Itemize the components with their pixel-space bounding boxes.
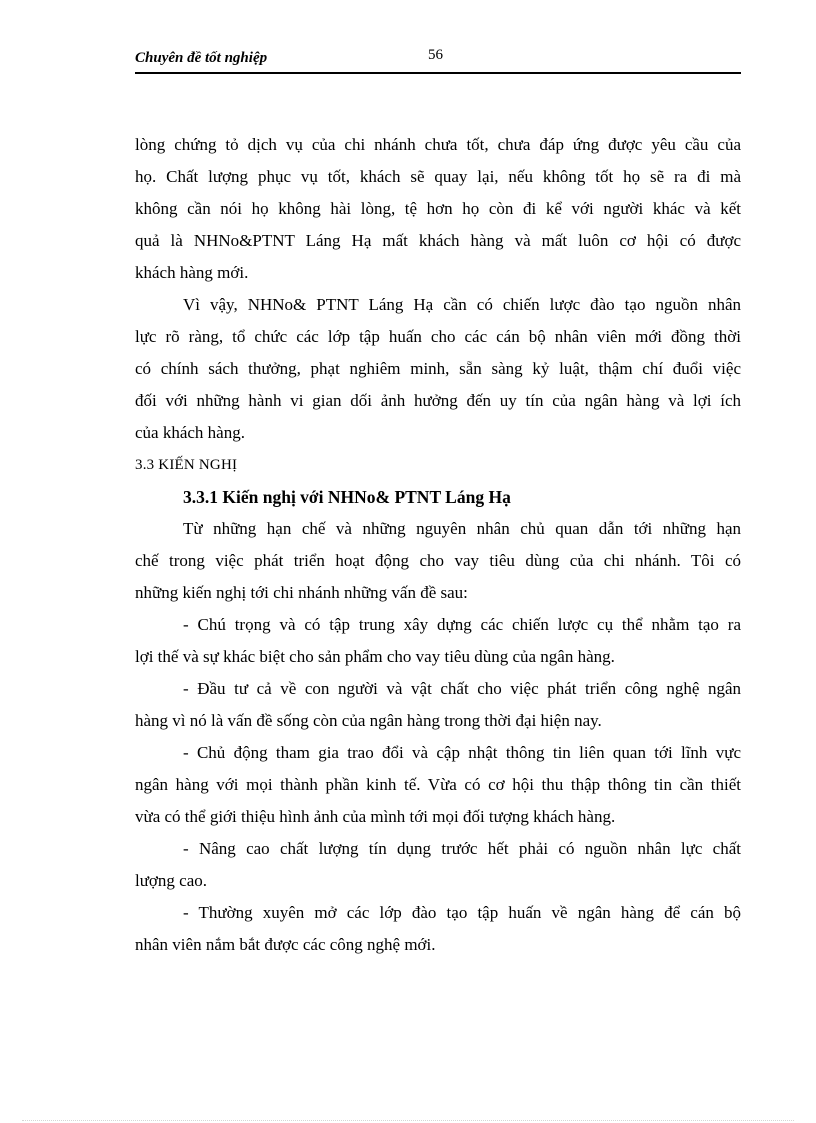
- text-line: - Thường xuyên mở các lớp đào tạo tập huấn về ngân hàng để cán bộ: [183, 903, 741, 922]
- text-line: họ. Chất lượng phục vụ tốt, khách sẽ quay lại, nếu không tốt họ sẽ ra đi mà: [135, 167, 741, 186]
- text-line: không cần nói họ không hài lòng, tệ hơn họ còn đi kể với người khác và kết: [135, 199, 741, 218]
- text-line: lực rõ ràng, tổ chức các lớp tập huấn cho các cán bộ nhân viên mới đồng thời: [135, 327, 741, 346]
- text-line: - Chủ động tham gia trao đổi và cập nhật thông tin liên quan tới lĩnh vực: [183, 743, 741, 762]
- text-line: lợi thế và sự khác biệt cho sản phẩm cho vay tiêu dùng của ngân hàng.: [135, 647, 615, 666]
- text-line: đối với những hành vi gian dối ảnh hưởng đến uy tín của ngân hàng và lợi ích: [135, 391, 741, 410]
- subsection-heading: 3.3.1 Kiến nghị với NHNo& PTNT Láng Hạ: [183, 487, 511, 507]
- text-line: hàng vì nó là vấn đề sống còn của ngân hàng trong thời đại hiện nay.: [135, 711, 602, 730]
- text-line: - Chú trọng và có tập trung xây dựng các chiến lược cụ thể nhằm tạo ra: [183, 615, 741, 634]
- text-line: Vì vậy, NHNo& PTNT Láng Hạ cần có chiến lược đào tạo nguồn nhân: [183, 295, 741, 314]
- text-line: của khách hàng.: [135, 423, 245, 442]
- text-line: có chính sách thưởng, phạt nghiêm minh, sẵn sàng kỷ luật, thậm chí đuổi việc: [135, 359, 741, 378]
- page-number: 56: [428, 47, 443, 63]
- text-line: những kiến nghị tới chi nhánh những vấn đề sau:: [135, 583, 468, 602]
- document-body: [135, 129, 741, 961]
- page-bottom-divider: [22, 1120, 794, 1121]
- text-line: nhân viên nắm bắt được các công nghệ mới.: [135, 935, 436, 954]
- text-line: - Nâng cao chất lượng tín dụng trước hết phải có nguồn nhân lực chất: [183, 839, 741, 858]
- page-header: [135, 44, 741, 74]
- text-line: Từ những hạn chế và những nguyên nhân chủ quan dẫn tới những hạn: [183, 519, 741, 538]
- text-line: chế trong việc phát triển hoạt động cho vay tiêu dùng của chi nhánh. Tôi có: [135, 551, 741, 570]
- text-line: lượng cao.: [135, 871, 208, 890]
- text-line: quả là NHNo&PTNT Láng Hạ mất khách hàng và mất luôn cơ hội có được: [135, 231, 741, 250]
- section-heading: 3.3 KIẾN NGHỊ: [135, 457, 238, 473]
- text-line: khách hàng mới.: [135, 263, 249, 282]
- header-title: Chuyên đề tốt nghiệp: [135, 50, 268, 66]
- text-line: vừa có thể giới thiệu hình ảnh của mình tới mọi đối tượng khách hàng.: [135, 807, 616, 826]
- text-line: - Đầu tư cả về con người và vật chất cho việc phát triển công nghệ ngân: [183, 679, 741, 698]
- text-line: ngân hàng với mọi thành phần kinh tế. Vừa có cơ hội thu thập thông tin cần thiết: [135, 775, 741, 794]
- text-line: lòng chứng tỏ dịch vụ của chi nhánh chưa tốt, chưa đáp ứng được yêu cầu của: [135, 135, 741, 154]
